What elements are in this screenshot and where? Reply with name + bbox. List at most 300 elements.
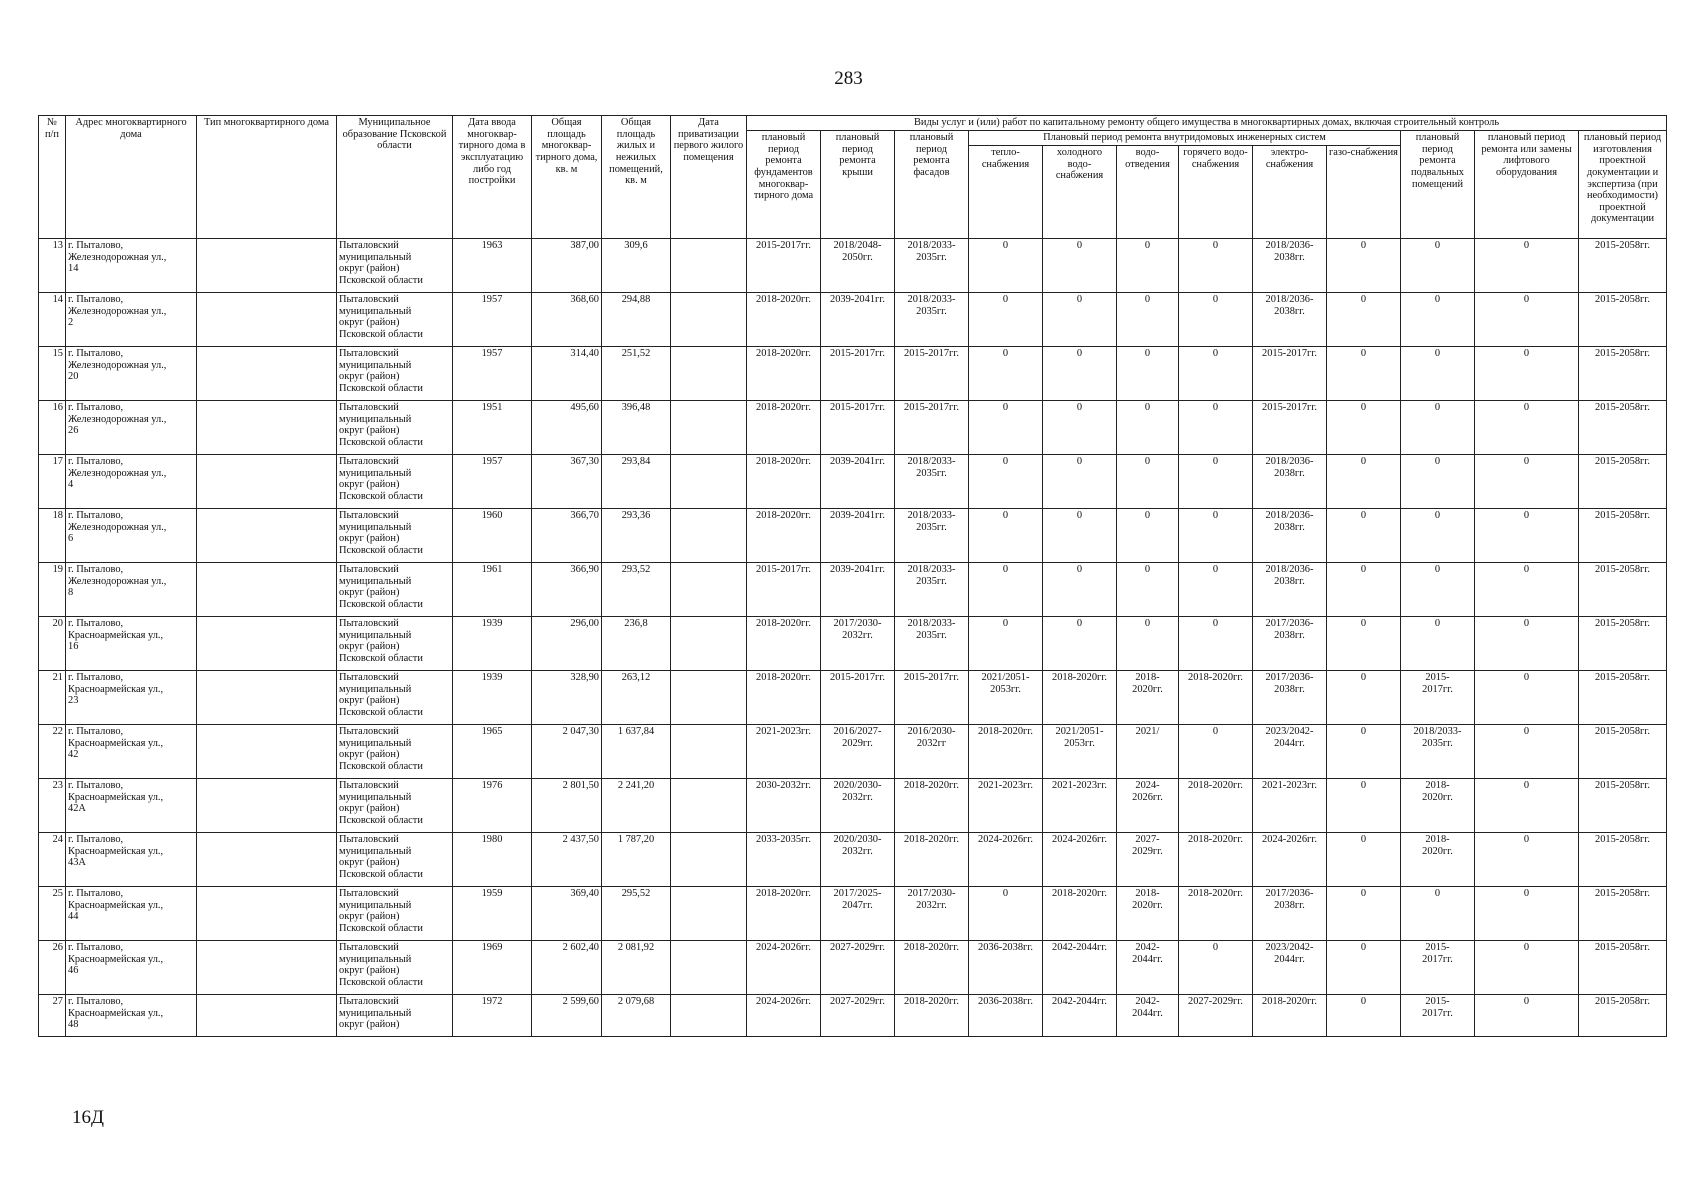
cell-cold-water: 0	[1043, 617, 1117, 671]
cell-basement: 0	[1401, 401, 1475, 455]
cell-privatization-date	[671, 779, 747, 833]
cell-num: 19	[39, 563, 66, 617]
cell-basement: 2018/2033- 2035гг.	[1401, 725, 1475, 779]
cell-elevator: 0	[1475, 563, 1579, 617]
cell-privatization-date	[671, 563, 747, 617]
cell-basement: 0	[1401, 347, 1475, 401]
cell-sewer: 0	[1117, 563, 1179, 617]
table-row	[39, 293, 1667, 347]
cell-facade: 2018/2033- 2035гг.	[895, 509, 969, 563]
cell-cold-water: 0	[1043, 347, 1117, 401]
cell-design-docs: 2015-2058гг.	[1579, 941, 1667, 995]
cell-basement: 0	[1401, 887, 1475, 941]
cell-foundation: 2018-2020гг.	[747, 293, 821, 347]
cell-gas: 0	[1327, 779, 1401, 833]
cell-elevator: 0	[1475, 779, 1579, 833]
cell-num: 24	[39, 833, 66, 887]
cell-electric: 2018/2036- 2038гг.	[1253, 455, 1327, 509]
cell-house-type	[197, 239, 337, 293]
cell-facade: 2017/2030- 2032гг.	[895, 887, 969, 941]
cell-basement: 0	[1401, 617, 1475, 671]
cell-heat: 2036-2038гг.	[969, 941, 1043, 995]
cell-house-type	[197, 617, 337, 671]
cell-living-area: 396,48	[602, 401, 671, 455]
cell-facade: 2018/2033- 2035гг.	[895, 239, 969, 293]
cell-total-area: 2 602,40	[532, 941, 602, 995]
cell-facade: 2018/2033- 2035гг.	[895, 293, 969, 347]
cell-heat: 2018-2020гг.	[969, 725, 1043, 779]
cell-roof: 2027-2029гг.	[821, 995, 895, 1037]
cell-living-area: 2 081,92	[602, 941, 671, 995]
cell-privatization-date	[671, 941, 747, 995]
cell-cold-water: 2018-2020гг.	[1043, 671, 1117, 725]
cell-hot-water: 0	[1179, 617, 1253, 671]
cell-hot-water: 2018-2020гг.	[1179, 671, 1253, 725]
cell-municipality: Пыталовский муниципальный округ (район) Псковской области	[337, 509, 453, 563]
col-header-electric: электро-снабжения	[1253, 146, 1327, 239]
table-row	[39, 455, 1667, 509]
cell-electric: 2018/2036- 2038гг.	[1253, 239, 1327, 293]
cell-living-area: 236,8	[602, 617, 671, 671]
col-header-address: Адрес многоквартирного дома	[66, 116, 197, 239]
cell-gas: 0	[1327, 293, 1401, 347]
col-header-hot-water: горячего водо-снабжения	[1179, 146, 1253, 239]
table-header	[39, 116, 1667, 239]
cell-hot-water: 2018-2020гг.	[1179, 887, 1253, 941]
cell-basement: 0	[1401, 293, 1475, 347]
cell-sewer: 0	[1117, 617, 1179, 671]
cell-elevator: 0	[1475, 833, 1579, 887]
cell-total-area: 495,60	[532, 401, 602, 455]
cell-municipality: Пыталовский муниципальный округ (район) Псковской области	[337, 887, 453, 941]
col-header-design-docs: плановый период изготовления проектной документации и экспертиза (при необходимости) проектной документации	[1579, 131, 1667, 239]
cell-hot-water: 2027-2029гг.	[1179, 995, 1253, 1037]
cell-roof: 2039-2041гг.	[821, 293, 895, 347]
cell-total-area: 2 437,50	[532, 833, 602, 887]
cell-sewer: 2018- 2020гг.	[1117, 887, 1179, 941]
col-header-sewer: водо-отведения	[1117, 146, 1179, 239]
cell-sewer: 2042- 2044гг.	[1117, 941, 1179, 995]
cell-roof: 2027-2029гг.	[821, 941, 895, 995]
cell-elevator: 0	[1475, 401, 1579, 455]
cell-electric: 2018-2020гг.	[1253, 995, 1327, 1037]
cell-gas: 0	[1327, 725, 1401, 779]
cell-design-docs: 2015-2058гг.	[1579, 887, 1667, 941]
cell-basement: 0	[1401, 509, 1475, 563]
cell-foundation: 2021-2023гг.	[747, 725, 821, 779]
cell-living-area: 293,52	[602, 563, 671, 617]
cell-electric: 2015-2017гг.	[1253, 347, 1327, 401]
table-row	[39, 347, 1667, 401]
cell-cold-water: 2042-2044гг.	[1043, 941, 1117, 995]
cell-year: 1965	[453, 725, 532, 779]
col-header-roof: плановый период ремонта крыши	[821, 131, 895, 239]
cell-roof: 2016/2027- 2029гг.	[821, 725, 895, 779]
cell-elevator: 0	[1475, 455, 1579, 509]
cell-total-area: 366,70	[532, 509, 602, 563]
cell-num: 25	[39, 887, 66, 941]
cell-sewer: 2018- 2020гг.	[1117, 671, 1179, 725]
cell-year: 1963	[453, 239, 532, 293]
cell-electric: 2023/2042- 2044гг.	[1253, 941, 1327, 995]
cell-privatization-date	[671, 833, 747, 887]
cell-electric: 2018/2036- 2038гг.	[1253, 563, 1327, 617]
cell-foundation: 2018-2020гг.	[747, 455, 821, 509]
cell-address: г. Пыталово, Железнодорожная ул., 4	[66, 455, 197, 509]
cell-sewer: 0	[1117, 509, 1179, 563]
cell-year: 1957	[453, 455, 532, 509]
cell-year: 1980	[453, 833, 532, 887]
cell-electric: 2017/2036- 2038гг.	[1253, 617, 1327, 671]
cell-address: г. Пыталово, Красноармейская ул., 23	[66, 671, 197, 725]
cell-municipality: Пыталовский муниципальный округ (район) Псковской области	[337, 617, 453, 671]
cell-privatization-date	[671, 617, 747, 671]
cell-heat: 2021-2023гг.	[969, 779, 1043, 833]
cell-electric: 2021-2023гг.	[1253, 779, 1327, 833]
cell-house-type	[197, 509, 337, 563]
cell-facade: 2015-2017гг.	[895, 671, 969, 725]
cell-foundation: 2018-2020гг.	[747, 509, 821, 563]
cell-total-area: 328,90	[532, 671, 602, 725]
cell-living-area: 2 241,20	[602, 779, 671, 833]
cell-heat: 0	[969, 617, 1043, 671]
cell-address: г. Пыталово, Красноармейская ул., 43А	[66, 833, 197, 887]
cell-address: г. Пыталово, Железнодорожная ул., 26	[66, 401, 197, 455]
cell-total-area: 368,60	[532, 293, 602, 347]
cell-cold-water: 2024-2026гг.	[1043, 833, 1117, 887]
cell-sewer: 0	[1117, 293, 1179, 347]
cell-cold-water: 0	[1043, 455, 1117, 509]
cell-design-docs: 2015-2058гг.	[1579, 671, 1667, 725]
cell-municipality: Пыталовский муниципальный округ (район) Псковской области	[337, 239, 453, 293]
cell-privatization-date	[671, 455, 747, 509]
cell-design-docs: 2015-2058гг.	[1579, 833, 1667, 887]
cell-house-type	[197, 941, 337, 995]
cell-facade: 2018/2033- 2035гг.	[895, 617, 969, 671]
cell-year: 1972	[453, 995, 532, 1037]
cell-design-docs: 2015-2058гг.	[1579, 347, 1667, 401]
cell-heat: 0	[969, 563, 1043, 617]
cell-roof: 2015-2017гг.	[821, 401, 895, 455]
cell-gas: 0	[1327, 887, 1401, 941]
cell-sewer: 2042- 2044гг.	[1117, 995, 1179, 1037]
cell-heat: 0	[969, 293, 1043, 347]
cell-design-docs: 2015-2058гг.	[1579, 239, 1667, 293]
cell-municipality: Пыталовский муниципальный округ (район) Псковской области	[337, 563, 453, 617]
cell-design-docs: 2015-2058гг.	[1579, 725, 1667, 779]
cell-house-type	[197, 563, 337, 617]
cell-roof: 2039-2041гг.	[821, 563, 895, 617]
cell-design-docs: 2015-2058гг.	[1579, 293, 1667, 347]
cell-heat: 0	[969, 455, 1043, 509]
cell-cold-water: 2018-2020гг.	[1043, 887, 1117, 941]
cell-elevator: 0	[1475, 887, 1579, 941]
cell-total-area: 296,00	[532, 617, 602, 671]
cell-living-area: 294,88	[602, 293, 671, 347]
cell-living-area: 1 637,84	[602, 725, 671, 779]
cell-privatization-date	[671, 671, 747, 725]
cell-gas: 0	[1327, 509, 1401, 563]
cell-hot-water: 0	[1179, 401, 1253, 455]
cell-municipality: Пыталовский муниципальный округ (район) Псковской области	[337, 941, 453, 995]
table-row	[39, 779, 1667, 833]
cell-num: 17	[39, 455, 66, 509]
cell-gas: 0	[1327, 563, 1401, 617]
cell-gas: 0	[1327, 347, 1401, 401]
col-header-basement: плановый период ремонта подвальных помещений	[1401, 131, 1475, 239]
cell-foundation: 2015-2017гг.	[747, 563, 821, 617]
cell-foundation: 2024-2026гг.	[747, 995, 821, 1037]
cell-roof: 2020/2030- 2032гг.	[821, 779, 895, 833]
cell-living-area: 2 079,68	[602, 995, 671, 1037]
cell-year: 1951	[453, 401, 532, 455]
cell-foundation: 2018-2020гг.	[747, 617, 821, 671]
cell-privatization-date	[671, 995, 747, 1037]
cell-cold-water: 0	[1043, 563, 1117, 617]
cell-gas: 0	[1327, 617, 1401, 671]
cell-design-docs: 2015-2058гг.	[1579, 995, 1667, 1037]
cell-total-area: 366,90	[532, 563, 602, 617]
cell-sewer: 2027- 2029гг.	[1117, 833, 1179, 887]
cell-roof: 2018/2048- 2050гг.	[821, 239, 895, 293]
cell-privatization-date	[671, 509, 747, 563]
cell-cold-water: 2021/2051- 2053гг.	[1043, 725, 1117, 779]
cell-num: 13	[39, 239, 66, 293]
cell-living-area: 295,52	[602, 887, 671, 941]
cell-heat: 0	[969, 887, 1043, 941]
cell-facade: 2018-2020гг.	[895, 941, 969, 995]
cell-design-docs: 2015-2058гг.	[1579, 563, 1667, 617]
cell-gas: 0	[1327, 671, 1401, 725]
cell-num: 22	[39, 725, 66, 779]
cell-roof: 2015-2017гг.	[821, 671, 895, 725]
cell-foundation: 2018-2020гг.	[747, 887, 821, 941]
cell-address: г. Пыталово, Красноармейская ул., 44	[66, 887, 197, 941]
cell-electric: 2018/2036- 2038гг.	[1253, 509, 1327, 563]
cell-basement: 0	[1401, 239, 1475, 293]
col-header-commission-date: Дата ввода многоквар-тирного дома в эксплуатацию либо год постройки	[453, 116, 532, 239]
col-header-living-area: Общая площадь жилых и нежилых помещений, кв. м	[602, 116, 671, 239]
cell-design-docs: 2015-2058гг.	[1579, 455, 1667, 509]
cell-hot-water: 0	[1179, 563, 1253, 617]
col-header-heat: тепло-снабжения	[969, 146, 1043, 239]
cell-address: г. Пыталово, Красноармейская ул., 42А	[66, 779, 197, 833]
cell-living-area: 251,52	[602, 347, 671, 401]
cell-house-type	[197, 779, 337, 833]
cell-num: 14	[39, 293, 66, 347]
cell-address: г. Пыталово, Железнодорожная ул., 14	[66, 239, 197, 293]
cell-gas: 0	[1327, 833, 1401, 887]
cell-basement: 2015- 2017гг.	[1401, 671, 1475, 725]
cell-elevator: 0	[1475, 293, 1579, 347]
cell-basement: 2018- 2020гг.	[1401, 833, 1475, 887]
cell-elevator: 0	[1475, 509, 1579, 563]
cell-hot-water: 2018-2020гг.	[1179, 833, 1253, 887]
cell-house-type	[197, 995, 337, 1037]
cell-sewer: 0	[1117, 347, 1179, 401]
col-header-facade: плановый период ремонта фасадов	[895, 131, 969, 239]
cell-privatization-date	[671, 293, 747, 347]
cell-living-area: 263,12	[602, 671, 671, 725]
cell-total-area: 314,40	[532, 347, 602, 401]
cell-elevator: 0	[1475, 617, 1579, 671]
cell-num: 15	[39, 347, 66, 401]
table-row	[39, 617, 1667, 671]
table-row	[39, 887, 1667, 941]
cell-year: 1961	[453, 563, 532, 617]
cell-design-docs: 2015-2058гг.	[1579, 779, 1667, 833]
cell-roof: 2039-2041гг.	[821, 509, 895, 563]
cell-municipality: Пыталовский муниципальный округ (район) Псковской области	[337, 671, 453, 725]
cell-year: 1957	[453, 293, 532, 347]
table-row	[39, 833, 1667, 887]
table-row	[39, 401, 1667, 455]
cell-heat: 0	[969, 347, 1043, 401]
cell-design-docs: 2015-2058гг.	[1579, 617, 1667, 671]
cell-total-area: 369,40	[532, 887, 602, 941]
cell-num: 23	[39, 779, 66, 833]
cell-total-area: 2 599,60	[532, 995, 602, 1037]
cell-foundation: 2033-2035гг.	[747, 833, 821, 887]
cell-year: 1939	[453, 671, 532, 725]
cell-gas: 0	[1327, 455, 1401, 509]
cell-heat: 0	[969, 509, 1043, 563]
cell-year: 1960	[453, 509, 532, 563]
cell-hot-water: 0	[1179, 509, 1253, 563]
table-row	[39, 509, 1667, 563]
col-header-cold-water: холодного водо-снабжения	[1043, 146, 1117, 239]
cell-sewer: 2024- 2026гг.	[1117, 779, 1179, 833]
cell-municipality: Пыталовский муниципальный округ (район) Псковской области	[337, 833, 453, 887]
cell-facade: 2018-2020гг.	[895, 779, 969, 833]
cell-total-area: 367,30	[532, 455, 602, 509]
cell-gas: 0	[1327, 941, 1401, 995]
cell-house-type	[197, 725, 337, 779]
cell-municipality: Пыталовский муниципальный округ (район)	[337, 995, 453, 1037]
cell-foundation: 2018-2020гг.	[747, 347, 821, 401]
cell-foundation: 2015-2017гг.	[747, 239, 821, 293]
col-header-gas: газо-снабжения	[1327, 146, 1401, 239]
cell-year: 1959	[453, 887, 532, 941]
cell-electric: 2024-2026гг.	[1253, 833, 1327, 887]
cell-basement: 0	[1401, 563, 1475, 617]
cell-design-docs: 2015-2058гг.	[1579, 401, 1667, 455]
table-body	[39, 239, 1667, 1037]
cell-num: 26	[39, 941, 66, 995]
table-row	[39, 671, 1667, 725]
col-header-privatization-date: Дата приватизации первого жилого помещения	[671, 116, 747, 239]
cell-sewer: 0	[1117, 401, 1179, 455]
cell-num: 20	[39, 617, 66, 671]
cell-year: 1957	[453, 347, 532, 401]
cell-hot-water: 0	[1179, 455, 1253, 509]
cell-cold-water: 0	[1043, 239, 1117, 293]
cell-hot-water: 0	[1179, 941, 1253, 995]
cell-address: г. Пыталово, Красноармейская ул., 46	[66, 941, 197, 995]
cell-cold-water: 2042-2044гг.	[1043, 995, 1117, 1037]
cell-facade: 2015-2017гг.	[895, 401, 969, 455]
cell-cold-water: 0	[1043, 401, 1117, 455]
cell-hot-water: 0	[1179, 239, 1253, 293]
col-header-municipality: Муниципальное образование Псковской области	[337, 116, 453, 239]
cell-electric: 2023/2042- 2044гг.	[1253, 725, 1327, 779]
cell-municipality: Пыталовский муниципальный округ (район) Псковской области	[337, 455, 453, 509]
cell-heat: 0	[969, 401, 1043, 455]
cell-heat: 2024-2026гг.	[969, 833, 1043, 887]
cell-cold-water: 0	[1043, 293, 1117, 347]
cell-total-area: 387,00	[532, 239, 602, 293]
table-row	[39, 563, 1667, 617]
cell-house-type	[197, 293, 337, 347]
cell-municipality: Пыталовский муниципальный округ (район) Псковской области	[337, 725, 453, 779]
cell-num: 16	[39, 401, 66, 455]
cell-hot-water: 2018-2020гг.	[1179, 779, 1253, 833]
cell-total-area: 2 801,50	[532, 779, 602, 833]
cell-house-type	[197, 833, 337, 887]
cell-municipality: Пыталовский муниципальный округ (район) Псковской области	[337, 779, 453, 833]
col-header-elevator: плановый период ремонта или замены лифтового оборудования	[1475, 131, 1579, 239]
cell-roof: 2017/2030- 2032гг.	[821, 617, 895, 671]
col-header-works-group: Виды услуг и (или) работ по капитальному ремонту общего имущества в многоквартирных домах, включая строительный контроль	[747, 116, 1667, 131]
cell-elevator: 0	[1475, 725, 1579, 779]
cell-foundation: 2018-2020гг.	[747, 671, 821, 725]
cell-house-type	[197, 401, 337, 455]
cell-municipality: Пыталовский муниципальный округ (район) Псковской области	[337, 401, 453, 455]
cell-address: г. Пыталово, Железнодорожная ул., 6	[66, 509, 197, 563]
cell-address: г. Пыталово, Железнодорожная ул., 20	[66, 347, 197, 401]
cell-privatization-date	[671, 347, 747, 401]
cell-hot-water: 0	[1179, 293, 1253, 347]
cell-address: г. Пыталово, Красноармейская ул., 16	[66, 617, 197, 671]
cell-house-type	[197, 887, 337, 941]
col-header-engineering-group: Плановый период ремонта внутридомовых инженерных систем	[969, 131, 1401, 146]
cell-num: 18	[39, 509, 66, 563]
cell-address: г. Пыталово, Железнодорожная ул., 8	[66, 563, 197, 617]
cell-facade: 2018/2033- 2035гг.	[895, 563, 969, 617]
cell-num: 27	[39, 995, 66, 1037]
cell-address: г. Пыталово, Красноармейская ул., 42	[66, 725, 197, 779]
col-header-num: № п/п	[39, 116, 66, 239]
cell-roof: 2015-2017гг.	[821, 347, 895, 401]
cell-year: 1969	[453, 941, 532, 995]
cell-privatization-date	[671, 887, 747, 941]
cell-elevator: 0	[1475, 941, 1579, 995]
cell-roof: 2020/2030- 2032гг.	[821, 833, 895, 887]
cell-elevator: 0	[1475, 239, 1579, 293]
cell-facade: 2018-2020гг.	[895, 833, 969, 887]
cell-basement: 2015- 2017гг.	[1401, 941, 1475, 995]
cell-basement: 2015- 2017гг.	[1401, 995, 1475, 1037]
cell-heat: 0	[969, 239, 1043, 293]
cell-design-docs: 2015-2058гг.	[1579, 509, 1667, 563]
cell-basement: 0	[1401, 455, 1475, 509]
cell-cold-water: 0	[1043, 509, 1117, 563]
cell-year: 1939	[453, 617, 532, 671]
cell-hot-water: 0	[1179, 347, 1253, 401]
cell-address: г. Пыталово, Железнодорожная ул., 2	[66, 293, 197, 347]
cell-heat: 2036-2038гг.	[969, 995, 1043, 1037]
cell-privatization-date	[671, 401, 747, 455]
cell-foundation: 2030-2032гг.	[747, 779, 821, 833]
cell-living-area: 1 787,20	[602, 833, 671, 887]
cell-gas: 0	[1327, 995, 1401, 1037]
cell-facade: 2018/2033- 2035гг.	[895, 455, 969, 509]
table-row	[39, 725, 1667, 779]
cell-electric: 2015-2017гг.	[1253, 401, 1327, 455]
cell-house-type	[197, 455, 337, 509]
cell-elevator: 0	[1475, 995, 1579, 1037]
cell-electric: 2017/2036- 2038гг.	[1253, 671, 1327, 725]
